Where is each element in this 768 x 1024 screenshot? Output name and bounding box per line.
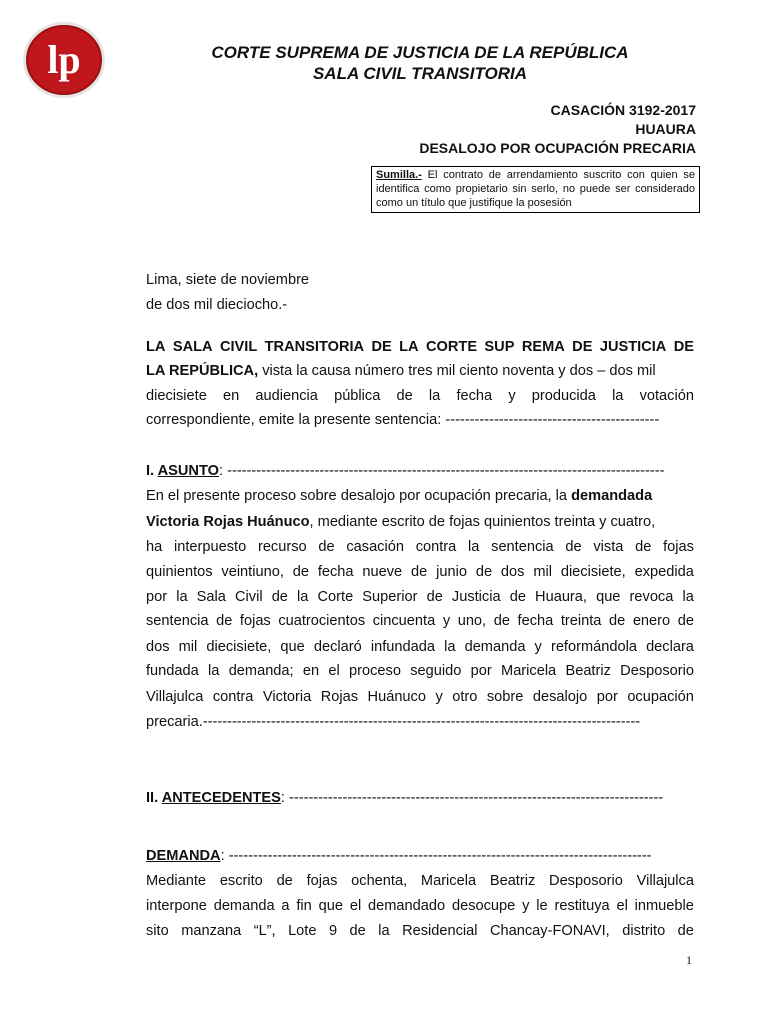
asunto-text-8-word: el <box>328 663 340 679</box>
asunto-text-4-word: expedida <box>634 564 694 580</box>
asunto-line-6 <box>146 612 694 630</box>
asunto-text-8-word: en <box>302 663 320 679</box>
asunto-text-5-word: Sala <box>196 589 226 605</box>
asunto-text-9-word: otro <box>452 689 478 705</box>
asunto-text-8-word: proceso <box>349 663 401 679</box>
asunto-text-8-word: fundada <box>146 663 199 679</box>
intro-text-2-bold: LA REPÚBLICA, <box>146 363 259 379</box>
demanda-line-2 <box>146 897 694 915</box>
demanda-text-2-word: que <box>318 898 343 914</box>
demanda-text-1-word: de <box>276 873 293 889</box>
demanda-text-2-word: restituya <box>554 898 610 914</box>
demanda-text-2-word: a <box>281 898 290 914</box>
intro-text-1-word: JUSTICIA <box>599 339 667 355</box>
asunto-text-5-word: revoca <box>629 589 674 605</box>
asunto-text-6-word: uno, <box>457 613 487 629</box>
intro-line-1 <box>146 338 694 356</box>
asunto-text-8-word: Maricela <box>501 663 557 679</box>
asunto-text-5-word: Civil <box>235 589 263 605</box>
asunto-text-3-word: casación <box>346 539 404 555</box>
asunto-text-8-word: Beatriz <box>565 663 611 679</box>
asunto-text-3-word: contra <box>415 539 457 555</box>
demanda-text-3-word: manzana <box>181 923 242 939</box>
asunto-text-4-word: junio <box>436 564 467 580</box>
asunto-text-4-word: veintiuno, <box>221 564 284 580</box>
demanda-text-1-word: fojas <box>306 873 338 889</box>
intro-text-3-word: la <box>428 388 441 404</box>
asunto-text-4-word: de <box>475 564 493 580</box>
intro-text-1-word: TRANSITORIA <box>264 339 365 355</box>
asunto-text-6-word: fojas <box>239 613 271 629</box>
asunto-text-3-word: recurso <box>257 539 307 555</box>
asunto-text-7-word: demanda <box>464 639 526 655</box>
asunto-text-8-word: demanda; <box>228 663 294 679</box>
asunto-text-6-word: de <box>677 613 694 629</box>
asunto-text-5-word: Superior <box>362 589 418 605</box>
asunto-text-3-word: de <box>318 539 335 555</box>
asunto-text-6-word: sentencia <box>146 613 209 629</box>
asunto-line-10: precaria.------------------------------------------------------------------------------------------ <box>146 714 641 730</box>
sumilla-box <box>371 166 700 213</box>
asunto-text-9-word: desalojo <box>532 689 588 705</box>
intro-text-2: vista la causa número tres mil ciento noventa y dos – dos mil <box>258 363 656 379</box>
asunto-text-9-word: Villajulca <box>146 689 204 705</box>
intro-text-3-word: la <box>612 388 624 404</box>
court-title: CORTE SUPREMA DE JUSTICIA DE LA REPÚBLICA <box>211 43 629 62</box>
asunto-text-5-word: de <box>509 589 526 605</box>
asunto-text-5-word: por <box>146 589 168 605</box>
asunto-heading <box>146 462 694 480</box>
asunto-text-7-word: declaró <box>313 639 362 655</box>
demanda-heading <box>146 847 694 865</box>
asunto-text-7-word: la <box>444 639 456 655</box>
asunto-text-4-word: de <box>292 564 309 580</box>
demanda-heading-dashes: : --------------------------------------------------------------------------------------- <box>220 848 652 864</box>
intro-text-3-word: votación <box>639 388 694 404</box>
asunto-text-7-word: reformándola <box>550 639 637 655</box>
asunto-line-7 <box>146 638 694 656</box>
demanda-text-1-word: Mediante <box>146 873 207 889</box>
intro-text-1-word: DE <box>371 339 392 355</box>
asunto-text-7-word: mil <box>178 639 198 655</box>
asunto-text-7-word: declara <box>646 639 694 655</box>
asunto-text-5-word: de <box>271 589 288 605</box>
demanda-text-2-word: el <box>349 898 362 914</box>
intro-text-3 <box>146 387 694 405</box>
asunto-text-6-word: fecha <box>517 613 554 629</box>
asunto-text-6-word: de <box>493 613 510 629</box>
asunto-text-3-word: sentencia <box>491 539 554 555</box>
asunto-line-3 <box>146 538 694 556</box>
demanda-text-2-word: interpone <box>146 898 207 914</box>
asunto-text-5-word: de <box>426 589 443 605</box>
asunto-text-1b: demandada <box>571 488 653 504</box>
intro-text-3-word: audiencia <box>255 388 318 404</box>
asunto-text-2b: , mediante escrito de fojas quinientos treinta y cuatro, <box>309 514 656 530</box>
asunto-text-4-word: fecha <box>317 564 354 580</box>
intro-text-1-word: SALA <box>172 339 213 355</box>
asunto-text-3-word: de <box>635 539 652 555</box>
asunto-line-8 <box>146 662 694 680</box>
asunto-text-5-word: la <box>176 589 188 605</box>
asunto-text-6-word: de <box>608 613 626 629</box>
intro-text-3-word: y <box>508 388 516 404</box>
intro-text-3-word: de <box>396 388 413 404</box>
intro-text-1-word: LA <box>146 339 166 355</box>
asunto-text-5-word: Justicia <box>451 589 501 605</box>
asunto-text-6-word: y <box>442 613 451 629</box>
intro-line-2 <box>146 362 694 380</box>
asunto-line-2 <box>146 513 694 531</box>
intro-text-3-word: diecisiete <box>146 388 207 404</box>
demanda-text-2 <box>146 897 694 915</box>
intro-text-1-word: DE <box>673 339 694 355</box>
asunto-line-4 <box>146 563 694 581</box>
demanda-text-3-word: la <box>378 923 390 939</box>
asunto-text-6-word: enero <box>632 613 671 629</box>
demanda-text-3-word: Residencial <box>402 923 478 939</box>
intro-text-1-word: LA <box>399 339 419 355</box>
demanda-text-2-word: inmueble <box>634 898 694 914</box>
asunto-line-1 <box>146 487 694 505</box>
sumilla-label: Sumilla.- <box>376 169 422 181</box>
case-number: CASACIÓN 3192-2017 <box>550 102 696 118</box>
asunto-text-5-word: Corte <box>317 589 354 605</box>
intro-line-3 <box>146 387 694 405</box>
asunto-text-3-word: interpuesto <box>173 539 247 555</box>
asunto-text-9-word: ocupación <box>627 689 694 705</box>
lp-logo <box>22 21 106 99</box>
intro-text-1-word: REMA <box>521 339 565 355</box>
intro-text-3-word: pública <box>334 388 381 404</box>
antecedentes-heading-num: II. <box>146 790 162 806</box>
asunto-text-5-word: la <box>682 589 694 605</box>
asunto-text-7 <box>146 638 694 656</box>
date-line-1: Lima, siete de noviembre <box>146 272 310 288</box>
antecedentes-heading <box>146 789 694 807</box>
antecedentes-heading-text: ANTECEDENTES <box>161 790 281 806</box>
demanda-text-3-word: Lote <box>288 923 317 939</box>
asunto-text-7-word: y <box>534 639 542 655</box>
demanda-text-1-word: escrito <box>219 873 263 889</box>
asunto-line-5 <box>146 588 694 606</box>
asunto-text-8-word: Desposorio <box>620 663 694 679</box>
intro-text-3-word: en <box>223 388 240 404</box>
demanda-text-1 <box>146 872 694 890</box>
asunto-text-4-word: mil <box>533 564 552 580</box>
asunto-text-8-word: seguido <box>410 663 462 679</box>
asunto-text-6-word: cuatrocientos <box>278 613 366 629</box>
asunto-text-7-word: que <box>280 639 305 655</box>
intro-line-4: correspondiente, emite la presente sentencia: -------------------------------------------- <box>146 412 660 428</box>
demanda-text-2-word: le <box>536 898 548 914</box>
asunto-text-7-word: infundada <box>370 639 435 655</box>
demanda-text-1-word: Villajulca <box>636 873 694 889</box>
asunto-text-5 <box>146 588 694 606</box>
intro-text-1-word: CIVIL <box>219 339 258 355</box>
intro-text-1 <box>146 338 694 356</box>
date-line-2: de dos mil dieciocho.- <box>146 297 288 313</box>
asunto-text-3-word: fojas <box>663 539 694 555</box>
demanda-line-3 <box>146 922 694 940</box>
asunto-text-5-word: la <box>297 589 309 605</box>
asunto-text-6-word: treinta <box>560 613 602 629</box>
demanda-text-3-word: de <box>677 923 694 939</box>
asunto-line-9 <box>146 688 694 706</box>
asunto-text-5-word: que <box>596 589 621 605</box>
asunto-text-6-word: de <box>216 613 233 629</box>
asunto-text-8-word: por <box>470 663 492 679</box>
demanda-line-1 <box>146 872 694 890</box>
demanda-text-3-word: 9 <box>328 923 338 939</box>
asunto-text-3-word: ha <box>146 539 163 555</box>
asunto-text-3-word: vista <box>593 539 624 555</box>
asunto-text-7-word: diecisiete, <box>206 639 272 655</box>
demanda-text-3-word: de <box>349 923 366 939</box>
asunto-text-9-word: por <box>596 689 618 705</box>
page-number: 1 <box>686 953 692 967</box>
demanda-text-2-word: y <box>522 898 530 914</box>
asunto-text-7-word: dos <box>146 639 170 655</box>
asunto-text-8 <box>146 662 694 680</box>
intro-text-1-word: SUP <box>484 339 515 355</box>
demanda-text-1-word: Desposorio <box>549 873 623 889</box>
asunto-text-4-word: quinientos <box>146 564 213 580</box>
demanda-text-1-word: Beatriz <box>489 873 536 889</box>
demanda-text-1-word: Maricela <box>420 873 477 889</box>
demanda-text-2-word: el <box>616 898 628 914</box>
asunto-text-6-word: cincuenta <box>372 613 436 629</box>
demanda-text-2-word: demanda <box>213 898 275 914</box>
demanda-text-1-word: ochenta, <box>351 873 408 889</box>
antecedentes-heading-dashes: : ----------------------------------------------------------------------------- <box>280 790 664 806</box>
asunto-text-8-word: la <box>208 663 220 679</box>
asunto-text-6 <box>146 612 694 630</box>
intro-text-3-word: producida <box>531 388 596 404</box>
demanda-text-3-word: Chancay-FONAVI, <box>489 923 610 939</box>
demanda-text-2-word: fin <box>296 898 312 914</box>
asunto-text-9-word: sobre <box>486 689 524 705</box>
asunto-text-9-word: Victoria <box>262 689 312 705</box>
asunto-text-4-word: de <box>411 564 428 580</box>
intro-text-1-word: DE <box>572 339 593 355</box>
asunto-heading-text: ASUNTO <box>157 463 219 479</box>
asunto-text-3-word: la <box>468 539 480 555</box>
asunto-text-3 <box>146 538 694 556</box>
demanda-text-2-word: demandado <box>368 898 446 914</box>
asunto-heading-num: I. <box>146 463 158 479</box>
intro-text-1-word: CORTE <box>425 339 478 355</box>
asunto-text-9-word: contra <box>212 689 254 705</box>
demanda-text-3 <box>146 922 694 940</box>
asunto-text-4-word: diecisiete, <box>560 564 626 580</box>
asunto-text-4 <box>146 563 694 581</box>
asunto-text-3-word: de <box>565 539 582 555</box>
case-place: HUAURA <box>635 121 696 137</box>
asunto-text-4-word: dos <box>500 564 525 580</box>
asunto-text-9 <box>146 688 694 706</box>
demanda-text-2-word: desocupe <box>451 898 516 914</box>
asunto-text-9-word: Rojas <box>320 689 359 705</box>
asunto-text-5-word: Huaura, <box>535 589 587 605</box>
chamber-title: SALA CIVIL TRANSITORIA <box>312 64 528 83</box>
asunto-text-1a: En el presente proceso sobre desalojo por ocupación precaria, la <box>146 488 572 504</box>
asunto-heading-dashes: : ------------------------------------------------------------------------------------------ <box>218 463 665 479</box>
sumilla-text: El contrato de arrendamiento suscrito con quien se identifica como propietario sin serlo, no puede ser considerado como un título que justifique la posesión <box>376 169 695 209</box>
case-matter: DESALOJO POR OCUPACIÓN PRECARIA <box>419 140 696 156</box>
intro-text-3-word: fecha <box>456 388 493 404</box>
demanda-heading-text: DEMANDA <box>146 848 221 864</box>
asunto-text-2a: Victoria Rojas Huánuco <box>146 514 310 530</box>
demanda-text-3-word: distrito <box>622 923 666 939</box>
demanda-text-3-word: “L”, <box>253 923 276 939</box>
demanda-text-3-word: sito <box>146 923 169 939</box>
asunto-text-4-word: nueve <box>362 564 403 580</box>
asunto-text-9-word: y <box>435 689 443 705</box>
asunto-text-9-word: Huánuco <box>367 689 426 705</box>
logo-text: lp <box>47 37 81 82</box>
